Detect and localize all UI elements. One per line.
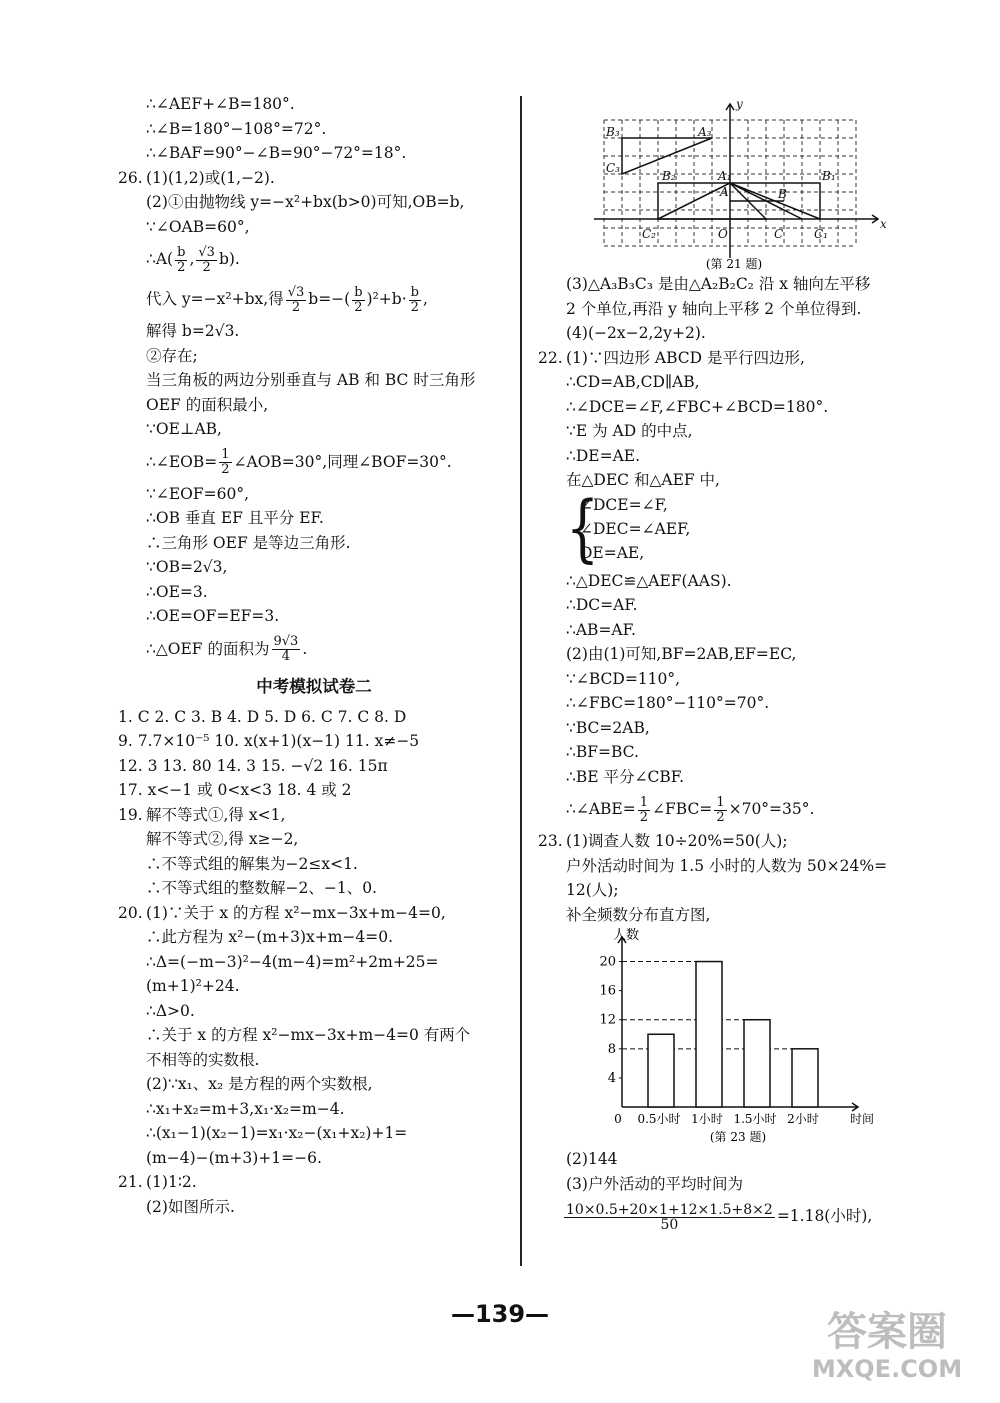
answer-line: 12. 3 13. 80 14. 3 15. −√2 16. 15π <box>118 756 388 775</box>
text-line: (2)144 <box>566 1150 618 1168</box>
q20-line: 20. (1)∵关于 x 的方程 x²−mx−3x+m−4=0, <box>118 901 510 926</box>
text-line: 在△DEC 和△AEF 中, <box>566 471 720 489</box>
brace: { <box>566 486 600 571</box>
figure-caption: (第 23 题) <box>709 1130 767 1144</box>
section-title: 中考模拟试卷二 <box>256 676 372 696</box>
label-b1: B₁ <box>822 169 836 183</box>
text-line: ∴DC=AF. <box>566 596 638 614</box>
watermark-top: 答案圈 <box>827 1309 947 1355</box>
answer-line: 9. 7.7×10⁻⁵ 10. x(x+1)(x−1) 11. x≠−5 <box>118 732 420 750</box>
question-number: 21. <box>118 1173 143 1191</box>
y-tick-label: 4 <box>607 1070 616 1086</box>
y-tick-label: 20 <box>599 954 616 970</box>
y-tick-label: 12 <box>599 1012 616 1028</box>
text-line: ∴∠DCE=∠F,∠FBC+∠BCD=180°. <box>566 397 829 416</box>
text-line: 户外活动时间为 1.5 小时的人数为 50×24%= <box>566 856 888 875</box>
text-line: ∵∠OAB=60°, <box>146 217 250 236</box>
page-number: —139— <box>450 1300 550 1328</box>
y-tick-label: 8 <box>607 1041 616 1057</box>
q23-line: 23. (1)调查人数 10÷20%=50(人); <box>538 829 930 854</box>
y-tick-label: 16 <box>599 983 616 999</box>
grid-diagram <box>538 92 930 272</box>
q21-line: 21. (1)1∶2. <box>118 1170 510 1195</box>
text-line: (4)(−2x−2,2y+2). <box>566 324 706 342</box>
text-line: 不相等的实数根. <box>146 1050 260 1069</box>
text-line: ②存在; <box>146 346 198 365</box>
formula-line: ∴∠ABE= $\frac{1}{2}$ ∠FBC= $\frac{1}{2}$ ×70°=35°. <box>566 794 815 825</box>
label-c3: C₃ <box>606 161 620 175</box>
text-line: ∴∠BAF=90°−∠B=90°−72°=18°. <box>146 144 407 162</box>
text-line: (m−4)−(m+3)+1=−6. <box>146 1148 322 1167</box>
equation-system <box>538 486 930 571</box>
text-line: ∴Δ=(−m−3)²−4(m−4)=m²+2m+25= <box>146 952 439 971</box>
formula-line: 代入 y=−x²+bx,得 $\frac{√3}{2}$ b=−( $\frac{b}{2}$ )²+b· $\frac{b}{2}$ , <box>146 284 428 315</box>
text-line: (3)△A₃B₃C₃ 是由△A₂B₂C₂ 沿 x 轴向左平移 <box>566 275 871 293</box>
text-line: (2)如图所示. <box>146 1197 235 1216</box>
text-line: (2)由(1)可知,BF=2AB,EF=EC, <box>566 645 797 663</box>
figure-23 <box>538 927 930 1147</box>
label-a: A <box>720 185 729 199</box>
text-line: ∠DEC=∠AEF, <box>580 519 691 538</box>
text-line: 当三角板的两边分别垂直与 AB 和 BC 时三角形 <box>146 371 476 389</box>
text-line: ∴BE 平分∠CBF. <box>566 767 684 786</box>
label-o: O <box>718 227 728 241</box>
text-line: ∴OE=3. <box>146 582 208 601</box>
text-line: 12(人); <box>566 881 619 899</box>
text-line: ∴不等式组的整数解−2、−1、0. <box>146 879 377 897</box>
text-line: ∴(x₁−1)(x₂−1)=x₁·x₂−(x₁+x₂)+1= <box>146 1124 408 1142</box>
text-line: ∵∠EOF=60°, <box>146 484 250 503</box>
text-line: ∴x₁+x₂=m+3,x₁·x₂=m−4. <box>146 1099 345 1118</box>
right-column <box>538 92 930 1236</box>
text-line: (2)∵x₁、x₂ 是方程的两个实数根, <box>146 1075 373 1093</box>
question-number: 20. <box>118 903 143 922</box>
left-column <box>118 92 510 1219</box>
text-line: OEF 的面积最小, <box>146 395 269 414</box>
bar-2小时 <box>792 1049 818 1107</box>
x-tick-label: 1.5小时 <box>733 1112 777 1126</box>
answer-line: 1. C 2. C 3. B 4. D 5. D 6. C 7. C 8. D <box>118 707 407 726</box>
question-number: 26. <box>118 168 143 187</box>
label-c: C <box>774 227 784 241</box>
label-y: y <box>736 97 743 111</box>
text-line: ∵E 为 AD 的中点, <box>566 422 693 440</box>
text-line: 解不等式②,得 x≥−2, <box>146 830 299 848</box>
formula-line: $\frac{10\times 0.5+20\times 1+12\times 1.5+8\times 2}{50}$ =1.18(小时), <box>566 1201 873 1233</box>
text-line: ∴Δ>0. <box>146 1001 195 1020</box>
column-divider <box>520 96 522 1266</box>
figure-caption: (第 21 题) <box>705 257 763 271</box>
text-line: ∴OE=OF=EF=3. <box>146 607 280 625</box>
question-number: 19. <box>118 805 143 824</box>
figure-21 <box>538 92 930 272</box>
text-line: 补全频数分布直方图, <box>566 905 711 924</box>
formula-line: ∴A( $\frac{b}{2}$ , $\frac{√3}{2}$ b). <box>146 244 240 275</box>
text-line: ∴∠B=180°−108°=72°. <box>146 119 327 138</box>
formula-line: ∴∠EOB= $\frac{1}{2}$ ∠AOB=30°,同理∠BOF=30°. <box>146 447 452 477</box>
x-tick-label: 0.5小时 <box>637 1112 681 1126</box>
label-a3: A₃ <box>698 125 712 139</box>
question-number: 23. <box>538 832 563 850</box>
text-line: ∴不等式组的解集为−2≤x<1. <box>146 854 358 873</box>
x-tick-label: 1小时 <box>691 1112 723 1126</box>
text-line: 2 个单位,再沿 y 轴向上平移 2 个单位得到. <box>566 299 862 318</box>
text-line: ∴三角形 OEF 是等边三角形. <box>146 533 351 552</box>
label-b3: B₃ <box>606 125 620 139</box>
text-line: (3)户外活动的平均时间为 <box>566 1174 743 1193</box>
text-line: ∴DE=AE. <box>566 446 641 465</box>
label-c1: C₁ <box>814 227 828 241</box>
text-line: (2)①由抛物线 y=−x²+bx(b>0)可知,OB=b, <box>146 193 465 211</box>
text-line: (m+1)²+24. <box>146 977 240 995</box>
text-line: ∴BF=BC. <box>566 743 639 761</box>
text-line: ∵BC=2AB, <box>566 718 650 737</box>
x-axis-label: 时间 <box>849 1112 875 1126</box>
label-b: B <box>778 187 787 201</box>
label-c2: C₂ <box>642 227 656 241</box>
q26-line: 26. (1)(1,2)或(1,−2). <box>118 166 510 191</box>
text-line: DE=AE, <box>580 543 645 562</box>
watermark-bottom: MXQE.COM <box>811 1355 963 1383</box>
q22-line: 22. (1)∵四边形 ABCD 是平行四边形, <box>538 346 930 371</box>
origin-label: 0 <box>614 1112 622 1126</box>
text-line: ∴△DEC≌△AEF(AAS). <box>566 571 732 590</box>
watermark-logo <box>792 1295 982 1385</box>
label-x: x <box>880 217 887 231</box>
formula-line: ∴△OEF 的面积为 $\frac{9√3}{4}$ . <box>146 634 308 664</box>
text-line: ∵OB=2√3, <box>146 558 228 576</box>
text-line: ∴∠FBC=180°−110°=70°. <box>566 694 770 712</box>
y-axis-label: 人数 <box>612 928 640 943</box>
text-line: ∵OE⊥AB, <box>146 420 222 438</box>
text-line: 解得 b=2√3. <box>146 322 240 340</box>
bar-1.5小时 <box>744 1020 770 1107</box>
bar-1小时 <box>696 962 722 1107</box>
bar-0.5小时 <box>648 1034 674 1107</box>
q19-line: 19. 解不等式①,得 x<1, <box>118 803 510 828</box>
text-line: ∵∠BCD=110°, <box>566 669 681 688</box>
x-tick-label: 2小时 <box>787 1112 819 1126</box>
text-line: ∴∠AEF+∠B=180°. <box>146 95 295 113</box>
label-a1: A₁ <box>718 169 732 183</box>
label-b2: B₂ <box>662 169 676 183</box>
text-line: ∠DCE=∠F, <box>580 495 668 514</box>
answer-line: 17. x<−1 或 0<x<3 18. 4 或 2 <box>118 781 352 799</box>
text-line: ∴关于 x 的方程 x²−mx−3x+m−4=0 有两个 <box>146 1026 471 1044</box>
text-line: ∴此方程为 x²−(m+3)x+m−4=0. <box>146 928 394 946</box>
text-line: ∴OB 垂直 EF 且平分 EF. <box>146 509 324 527</box>
histogram <box>538 927 930 1147</box>
question-number: 22. <box>538 348 563 367</box>
text-line: ∴CD=AB,CD∥AB, <box>566 373 700 391</box>
text-line: ∴AB=AF. <box>566 620 636 639</box>
